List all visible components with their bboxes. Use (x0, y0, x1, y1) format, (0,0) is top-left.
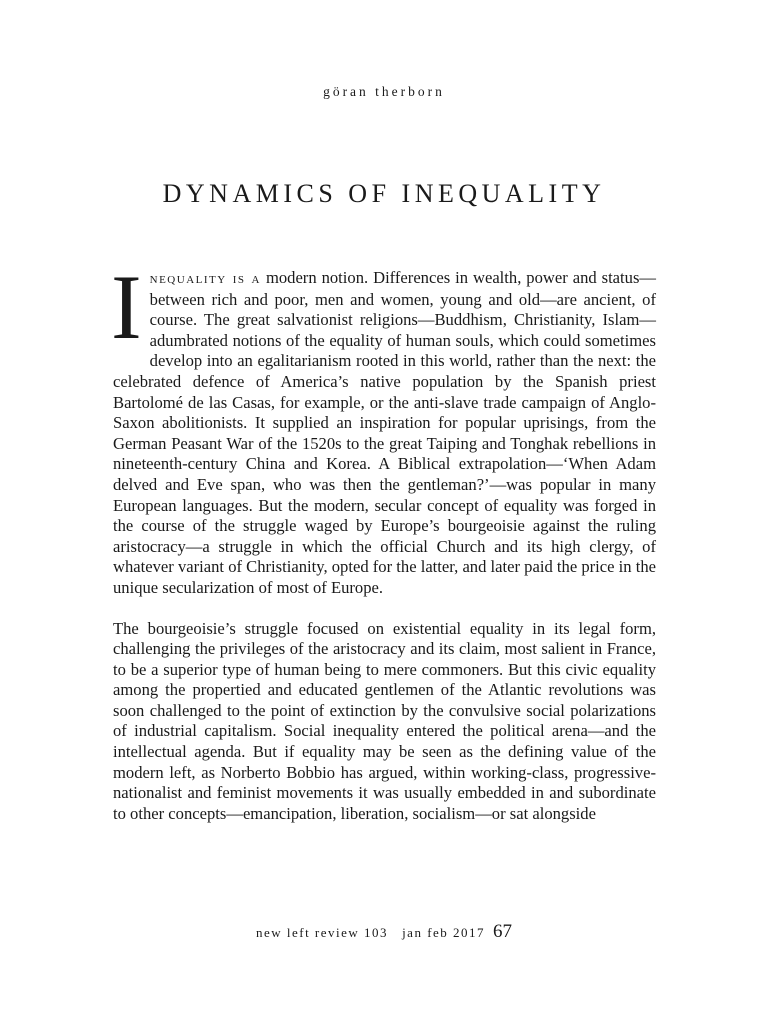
page-footer (0, 921, 768, 943)
issue-date: jan feb 2017 (402, 925, 486, 940)
author-name: göran therborn (323, 84, 445, 99)
paragraph-1 (111, 256, 656, 599)
journal-name: new left review 103 (255, 925, 389, 940)
opening-smallcaps: nequality is a (149, 271, 261, 287)
paragraph-1-text: modern notion. Differences in wealth, power and status—between rich and poor, men and women, young and old—are ancient, of course. The great salvationist religions—Buddhism, Christianity, Islam—adumbrated notions of the equality of human souls, which could sometimes develop into an egalitarianism rooted in this world, rather than the next: the celebrated defence of America’s native population by the Spanish priest Bartolomé de las Casas, for example, or the anti-slave trade campaign of Anglo-Saxon abolitionists. It supplied an inspiration for popular uprisings, from the German Peasant War of the 1520s to the great Taiping and Tonghak rebellions in nineteenth-century China and Korea. A Biblical extrapolation—‘When Adam delved and Eve span, who was then the gentleman?’—was popular in many European languages. But the modern, secular concept of equality was forged in the course of the struggle waged by Europe’s bourgeoisie against the ruling aristocracy—a struggle in which the official Church and its high clergy, of whatever variant of Christianity, opted for the latter, and later paid the price in the unique secularization of most of Europe. (113, 268, 656, 597)
drop-cap: I (111, 256, 142, 358)
article-body (111, 256, 656, 824)
article-title: DYNAMICS OF INEQUALITY (162, 179, 606, 209)
paragraph-2: The bourgeoisie’s struggle focused on existential equality in its legal form, challenging the privileges of the aristocracy and its claim, most salient in France, to be a superior type of human being to mere commoners. But this civic equality among the propertied and educated gentlemen of the Atlantic revolutions was soon challenged to the point of extinction by the convulsive social polarizations of industrial capitalism. Social inequality entered the political arena—and the intellectual agenda. But if equality may be seen as the defining value of the modern left, as Norberto Bobbio has argued, within working-class, progressive-nationalist and feminist movements it was usually embedded in and subordinate to other concepts—emancipation, liberation, socialism—or sat alongside (113, 618, 656, 823)
page-number: 67 (493, 921, 513, 942)
